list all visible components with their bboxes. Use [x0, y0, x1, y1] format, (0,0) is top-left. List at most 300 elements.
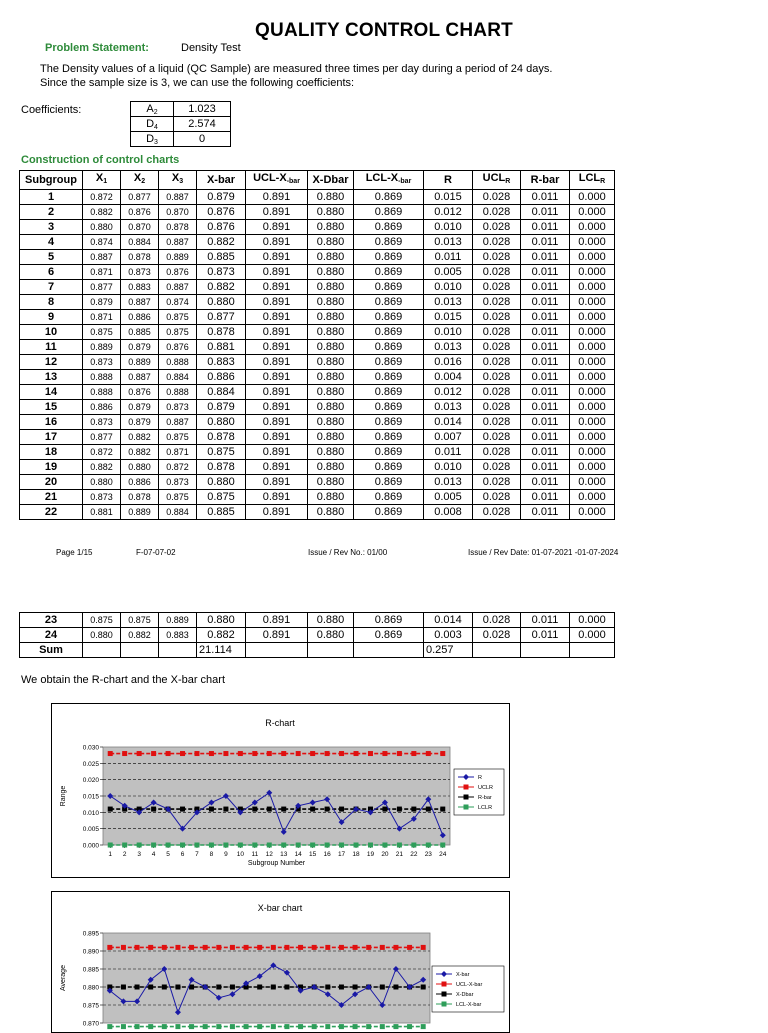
- table-cell: 0.869: [354, 475, 424, 490]
- legend-label: X-Dbar: [456, 992, 474, 998]
- table-cell: 0.028: [473, 370, 521, 385]
- table-cell: 0.886: [121, 310, 159, 325]
- table-cell: 0.869: [354, 220, 424, 235]
- table-row: [20, 613, 615, 628]
- table-cell: 0.876: [159, 340, 197, 355]
- data-point: [366, 1024, 371, 1029]
- table-cell: 0.882: [197, 628, 246, 643]
- data-point: [325, 843, 330, 848]
- data-point: [368, 843, 373, 848]
- table-cell: 0.869: [354, 265, 424, 280]
- data-point: [382, 751, 387, 756]
- table-cell: 0.880: [308, 190, 354, 205]
- table-cell: 1: [20, 190, 83, 205]
- data-point: [180, 807, 185, 812]
- table-cell: 0.000: [570, 235, 615, 250]
- table-cell: 0.880: [308, 280, 354, 295]
- table-cell: 0.869: [354, 505, 424, 520]
- data-point: [281, 843, 286, 848]
- table-cell: 0.877: [121, 190, 159, 205]
- table-cell: 0.887: [159, 415, 197, 430]
- data-point: [180, 751, 185, 756]
- table-cell: 11: [20, 340, 83, 355]
- data-point: [189, 945, 194, 950]
- table-cell: 0.891: [246, 220, 308, 235]
- table-cell: 0.891: [246, 460, 308, 475]
- data-point: [382, 843, 387, 848]
- table-cell: 0.872: [83, 190, 121, 205]
- table-cell: 0.028: [473, 385, 521, 400]
- data-point: [162, 985, 167, 990]
- table-cell: 0.000: [570, 475, 615, 490]
- data-point: [354, 843, 359, 848]
- construction-heading: Construction of control charts: [21, 154, 180, 166]
- table-cell: 21: [20, 490, 83, 505]
- data-point: [209, 843, 214, 848]
- table-cell: 0.870: [121, 220, 159, 235]
- data-point: [353, 985, 358, 990]
- chart-title: R-chart: [265, 718, 295, 728]
- data-point: [296, 843, 301, 848]
- table-cell: 0.872: [83, 445, 121, 460]
- footer-issue-rev-no: Issue / Rev No.: 01/00: [308, 548, 388, 557]
- x-axis-label: Subgroup Number: [247, 860, 306, 867]
- legend-label: X-bar: [456, 972, 470, 978]
- table-cell: 0.011: [521, 430, 570, 445]
- x-tick-label: 18: [352, 851, 360, 858]
- data-point: [135, 1024, 140, 1029]
- table-cell: 0.010: [424, 460, 473, 475]
- table-cell: [121, 643, 159, 658]
- coefficient-name: $D_4$: [131, 117, 174, 132]
- table-cell: 17: [20, 430, 83, 445]
- chart-title: X-bar chart: [257, 903, 303, 913]
- table-cell: 0.011: [424, 445, 473, 460]
- table-row: [20, 445, 615, 460]
- table-cell: 0.891: [246, 190, 308, 205]
- table-cell: 20: [20, 475, 83, 490]
- data-point: [325, 1024, 330, 1029]
- data-point: [281, 751, 286, 756]
- table-cell: 0.882: [197, 280, 246, 295]
- table-cell: 0.000: [570, 220, 615, 235]
- table-cell: 0.875: [159, 430, 197, 445]
- x-tick-label: 19: [366, 851, 375, 858]
- table-cell: 18: [20, 445, 83, 460]
- data-point: [148, 1024, 153, 1029]
- table-cell: 0.000: [570, 205, 615, 220]
- table-cell: 0.000: [570, 505, 615, 520]
- table-cell: 0.880: [308, 505, 354, 520]
- table-cell: 0.011: [521, 280, 570, 295]
- table-cell: 0.028: [473, 460, 521, 475]
- table-row: [20, 370, 615, 385]
- data-point: [162, 1024, 167, 1029]
- table-row: [20, 430, 615, 445]
- data-point: [271, 1024, 276, 1029]
- table-cell: 0.028: [473, 205, 521, 220]
- coefficient-value: 0: [174, 132, 231, 147]
- table-cell: 0.891: [246, 613, 308, 628]
- column-header: UCL-$X_{-bar}$: [246, 171, 308, 190]
- table-cell: 19: [20, 460, 83, 475]
- table-cell: 0.871: [159, 445, 197, 460]
- data-point: [353, 1024, 358, 1029]
- table-cell: 0.880: [308, 265, 354, 280]
- table-cell: 22: [20, 505, 83, 520]
- table-cell: 0.015: [424, 310, 473, 325]
- table-cell: [570, 643, 615, 658]
- data-point: [397, 843, 402, 848]
- data-point: [223, 751, 228, 756]
- table-cell: 0.891: [246, 250, 308, 265]
- data-point: [216, 1024, 221, 1029]
- data-point: [284, 985, 289, 990]
- table-cell: 0.869: [354, 325, 424, 340]
- x-tick-label: 14: [294, 851, 302, 858]
- table-cell: 0.000: [570, 613, 615, 628]
- table-cell: 0.886: [121, 475, 159, 490]
- table-cell: 0.000: [570, 310, 615, 325]
- table-cell: 6: [20, 265, 83, 280]
- table-cell: 0.013: [424, 400, 473, 415]
- control-data-table: [19, 170, 615, 520]
- table-cell: [521, 643, 570, 658]
- data-point: [122, 751, 127, 756]
- data-point: [366, 945, 371, 950]
- data-point: [339, 945, 344, 950]
- charts-intro-text: We obtain the R-chart and the X-bar chart: [21, 674, 226, 686]
- footer-issue-rev-date: Issue / Rev Date: 01-07-2021 -01-07-2024: [468, 548, 619, 557]
- table-cell: 0.880: [308, 445, 354, 460]
- legend-label: R-bar: [478, 795, 492, 801]
- table-cell: 0.875: [159, 325, 197, 340]
- table-cell: 0.888: [83, 370, 121, 385]
- table-cell: 0.015: [424, 190, 473, 205]
- table-row: [20, 415, 615, 430]
- table-cell: 0.011: [521, 505, 570, 520]
- data-point: [267, 751, 272, 756]
- data-point: [166, 751, 171, 756]
- problem-statement-label: Problem Statement:: [45, 42, 149, 54]
- data-point: [325, 985, 330, 990]
- data-point: [380, 1024, 385, 1029]
- data-point: [298, 945, 303, 950]
- table-cell: 0.880: [308, 235, 354, 250]
- table-cell: 0.879: [121, 415, 159, 430]
- table-cell: 5: [20, 250, 83, 265]
- y-tick-label: 0.010: [82, 809, 99, 817]
- table-cell: 0.880: [308, 370, 354, 385]
- table-cell: 0.869: [354, 190, 424, 205]
- data-point: [310, 807, 315, 812]
- table-cell: 0.891: [246, 265, 308, 280]
- table-cell: 0.869: [354, 250, 424, 265]
- table-cell: 0.028: [473, 310, 521, 325]
- table-cell: 0.028: [473, 265, 521, 280]
- table-row: [20, 400, 615, 415]
- table-cell: 0.869: [354, 430, 424, 445]
- table-cell: 0.891: [246, 235, 308, 250]
- data-point: [421, 945, 426, 950]
- table-cell: 0.028: [473, 613, 521, 628]
- data-point: [230, 985, 235, 990]
- data-point: [397, 807, 402, 812]
- table-cell: 0.880: [308, 430, 354, 445]
- table-row: [20, 460, 615, 475]
- table-cell: 0.016: [424, 355, 473, 370]
- table-cell: 0.879: [83, 295, 121, 310]
- data-point: [407, 1024, 412, 1029]
- coefficient-value: 1.023: [174, 102, 231, 117]
- data-point: [148, 985, 153, 990]
- table-cell: 0.028: [473, 505, 521, 520]
- table-cell: 13: [20, 370, 83, 385]
- table-cell: 0.878: [121, 490, 159, 505]
- table-cell: 0.869: [354, 385, 424, 400]
- table-row: [20, 490, 615, 505]
- x-tick-label: 6: [180, 851, 185, 858]
- data-point: [257, 1024, 262, 1029]
- x-tick-label: 15: [309, 851, 317, 858]
- table-cell: 0.011: [521, 265, 570, 280]
- table-cell: 0.891: [246, 205, 308, 220]
- data-point: [151, 807, 156, 812]
- table-cell: 0.011: [521, 250, 570, 265]
- table-cell: 0.011: [521, 235, 570, 250]
- data-point: [380, 945, 385, 950]
- table-cell: [246, 643, 308, 658]
- data-point: [135, 985, 140, 990]
- y-tick-label: 0.005: [82, 826, 99, 834]
- table-row: [20, 280, 615, 295]
- data-point: [296, 751, 301, 756]
- table-cell: 0.883: [197, 355, 246, 370]
- data-point: [339, 1024, 344, 1029]
- data-point: [339, 751, 344, 756]
- table-cell: 0.887: [83, 250, 121, 265]
- table-cell: 0.880: [121, 460, 159, 475]
- data-point: [339, 807, 344, 812]
- data-point: [339, 985, 344, 990]
- table-cell: 0.007: [424, 430, 473, 445]
- table-cell: 0.011: [521, 475, 570, 490]
- data-point: [442, 1002, 447, 1007]
- table-cell: 0.011: [521, 415, 570, 430]
- data-point: [325, 807, 330, 812]
- y-tick-label: 0.880: [82, 984, 99, 992]
- legend-label: R: [478, 775, 482, 781]
- table-cell: 0.891: [246, 445, 308, 460]
- table-cell: 0.869: [354, 340, 424, 355]
- coefficient-name: $A_2$: [131, 102, 174, 117]
- table-row: [20, 235, 615, 250]
- table-cell: 0.876: [121, 385, 159, 400]
- data-point: [148, 945, 153, 950]
- table-cell: 0.000: [570, 490, 615, 505]
- table-cell: 0.886: [83, 400, 121, 415]
- r-chart: [51, 703, 510, 878]
- legend-label: LCLR: [478, 805, 493, 811]
- column-header: $X_2$: [121, 171, 159, 190]
- table-cell: 0.880: [308, 220, 354, 235]
- table-cell: 0.873: [159, 400, 197, 415]
- data-point: [257, 945, 262, 950]
- table-cell: 0.885: [197, 250, 246, 265]
- column-header: $X_1$: [83, 171, 121, 190]
- table-cell: 0.010: [424, 280, 473, 295]
- data-point: [108, 751, 113, 756]
- table-cell: 0.882: [121, 430, 159, 445]
- table-cell: 0.870: [159, 205, 197, 220]
- data-point: [121, 985, 126, 990]
- y-tick-label: 0.015: [82, 793, 99, 801]
- table-cell: 0.880: [83, 475, 121, 490]
- table-cell: 0.028: [473, 280, 521, 295]
- table-cell: 0.011: [521, 460, 570, 475]
- column-header: $X_3$: [159, 171, 197, 190]
- table-cell: 0.008: [424, 505, 473, 520]
- y-tick-label: 0.895: [82, 930, 99, 938]
- table-cell: 0.878: [197, 325, 246, 340]
- data-point: [122, 843, 127, 848]
- table-cell: 0.005: [424, 265, 473, 280]
- table-cell: 0.884: [121, 235, 159, 250]
- footer-code: F-07-07-02: [136, 548, 176, 557]
- table-cell: 0.011: [521, 628, 570, 643]
- data-point: [284, 945, 289, 950]
- table-cell: 0.873: [83, 490, 121, 505]
- table-cell: 0.878: [159, 220, 197, 235]
- data-point: [353, 945, 358, 950]
- data-point: [137, 843, 142, 848]
- data-point: [442, 982, 447, 987]
- data-point: [230, 1024, 235, 1029]
- table-cell: 0.010: [424, 220, 473, 235]
- table-cell: 0.011: [521, 445, 570, 460]
- table-cell: 0.011: [521, 370, 570, 385]
- data-point: [440, 751, 445, 756]
- y-tick-label: 0.875: [82, 1002, 99, 1010]
- table-cell: [308, 643, 354, 658]
- table-cell: 0.880: [308, 310, 354, 325]
- table-cell: 0.891: [246, 490, 308, 505]
- table-cell: 0.878: [121, 250, 159, 265]
- data-point: [271, 945, 276, 950]
- table-cell: 0.013: [424, 295, 473, 310]
- table-cell: 0.883: [159, 628, 197, 643]
- table-cell: 0.013: [424, 235, 473, 250]
- table-cell: 0.011: [521, 220, 570, 235]
- table-cell: 14: [20, 385, 83, 400]
- data-point: [397, 751, 402, 756]
- table-cell: 0.028: [473, 250, 521, 265]
- table-cell: 12: [20, 355, 83, 370]
- table-cell: 0.028: [473, 295, 521, 310]
- coefficient-row: [131, 132, 231, 147]
- table-cell: 0.882: [121, 445, 159, 460]
- table-cell: 0.873: [83, 415, 121, 430]
- table-cell: 0.875: [121, 613, 159, 628]
- table-cell: 0.875: [159, 310, 197, 325]
- data-point: [121, 945, 126, 950]
- table-cell: 0.880: [308, 340, 354, 355]
- data-point: [107, 1024, 112, 1029]
- table-cell: 0.000: [570, 340, 615, 355]
- table-cell: 0.028: [473, 475, 521, 490]
- table-cell: 0.891: [246, 325, 308, 340]
- table-cell: 0.880: [308, 355, 354, 370]
- coefficients-table: [130, 101, 231, 147]
- table-cell: 0.000: [570, 460, 615, 475]
- data-point: [267, 807, 272, 812]
- table-row: [20, 355, 615, 370]
- table-cell: 0.879: [197, 400, 246, 415]
- table-cell: 0.891: [246, 400, 308, 415]
- table-cell: 0.879: [197, 190, 246, 205]
- x-tick-label: 9: [224, 851, 228, 858]
- table-cell: 0.876: [197, 220, 246, 235]
- table-cell: 0.869: [354, 460, 424, 475]
- page-title: QUALITY CONTROL CHART: [255, 20, 513, 41]
- table-cell: 0.891: [246, 385, 308, 400]
- table-row: [20, 220, 615, 235]
- table-cell: 0.028: [473, 340, 521, 355]
- table-cell: 0.028: [473, 445, 521, 460]
- table-header-row: [20, 171, 615, 190]
- table-cell: 0.875: [159, 490, 197, 505]
- data-point: [271, 985, 276, 990]
- table-cell: 0.888: [159, 385, 197, 400]
- data-point: [312, 1024, 317, 1029]
- table-cell: 0.891: [246, 280, 308, 295]
- data-point: [223, 807, 228, 812]
- data-point: [426, 807, 431, 812]
- table-cell: 0.873: [197, 265, 246, 280]
- x-tick-label: 7: [195, 851, 199, 858]
- y-tick-label: 0.030: [82, 744, 99, 752]
- x-bar-chart-svg: [52, 892, 509, 1032]
- table-cell: 0.882: [197, 235, 246, 250]
- table-cell: 0.881: [83, 505, 121, 520]
- column-header: $LCL_R$: [570, 171, 615, 190]
- table-cell: 0.880: [197, 475, 246, 490]
- table-cell: 0.000: [570, 628, 615, 643]
- table-cell: 0.887: [159, 190, 197, 205]
- table-cell: 0.004: [424, 370, 473, 385]
- table-cell: 0.012: [424, 205, 473, 220]
- table-cell: 0.891: [246, 310, 308, 325]
- data-point: [175, 985, 180, 990]
- table-cell: 0.869: [354, 295, 424, 310]
- table-cell: 0.011: [424, 250, 473, 265]
- x-tick-label: 21: [395, 851, 404, 858]
- table-cell: 8: [20, 295, 83, 310]
- table-cell: 0.877: [83, 430, 121, 445]
- table-cell: 0.891: [246, 475, 308, 490]
- table-cell: 0.013: [424, 475, 473, 490]
- x-tick-label: 1: [108, 851, 113, 858]
- table-cell: 0.875: [83, 325, 121, 340]
- table-cell: 0.884: [159, 505, 197, 520]
- table-cell: 0.880: [308, 295, 354, 310]
- table-cell: 0.876: [197, 205, 246, 220]
- x-tick-label: 16: [323, 851, 331, 858]
- table-cell: 0.028: [473, 220, 521, 235]
- table-cell: 0.891: [246, 295, 308, 310]
- table-cell: 0.869: [354, 445, 424, 460]
- coefficient-value: 2.574: [174, 117, 231, 132]
